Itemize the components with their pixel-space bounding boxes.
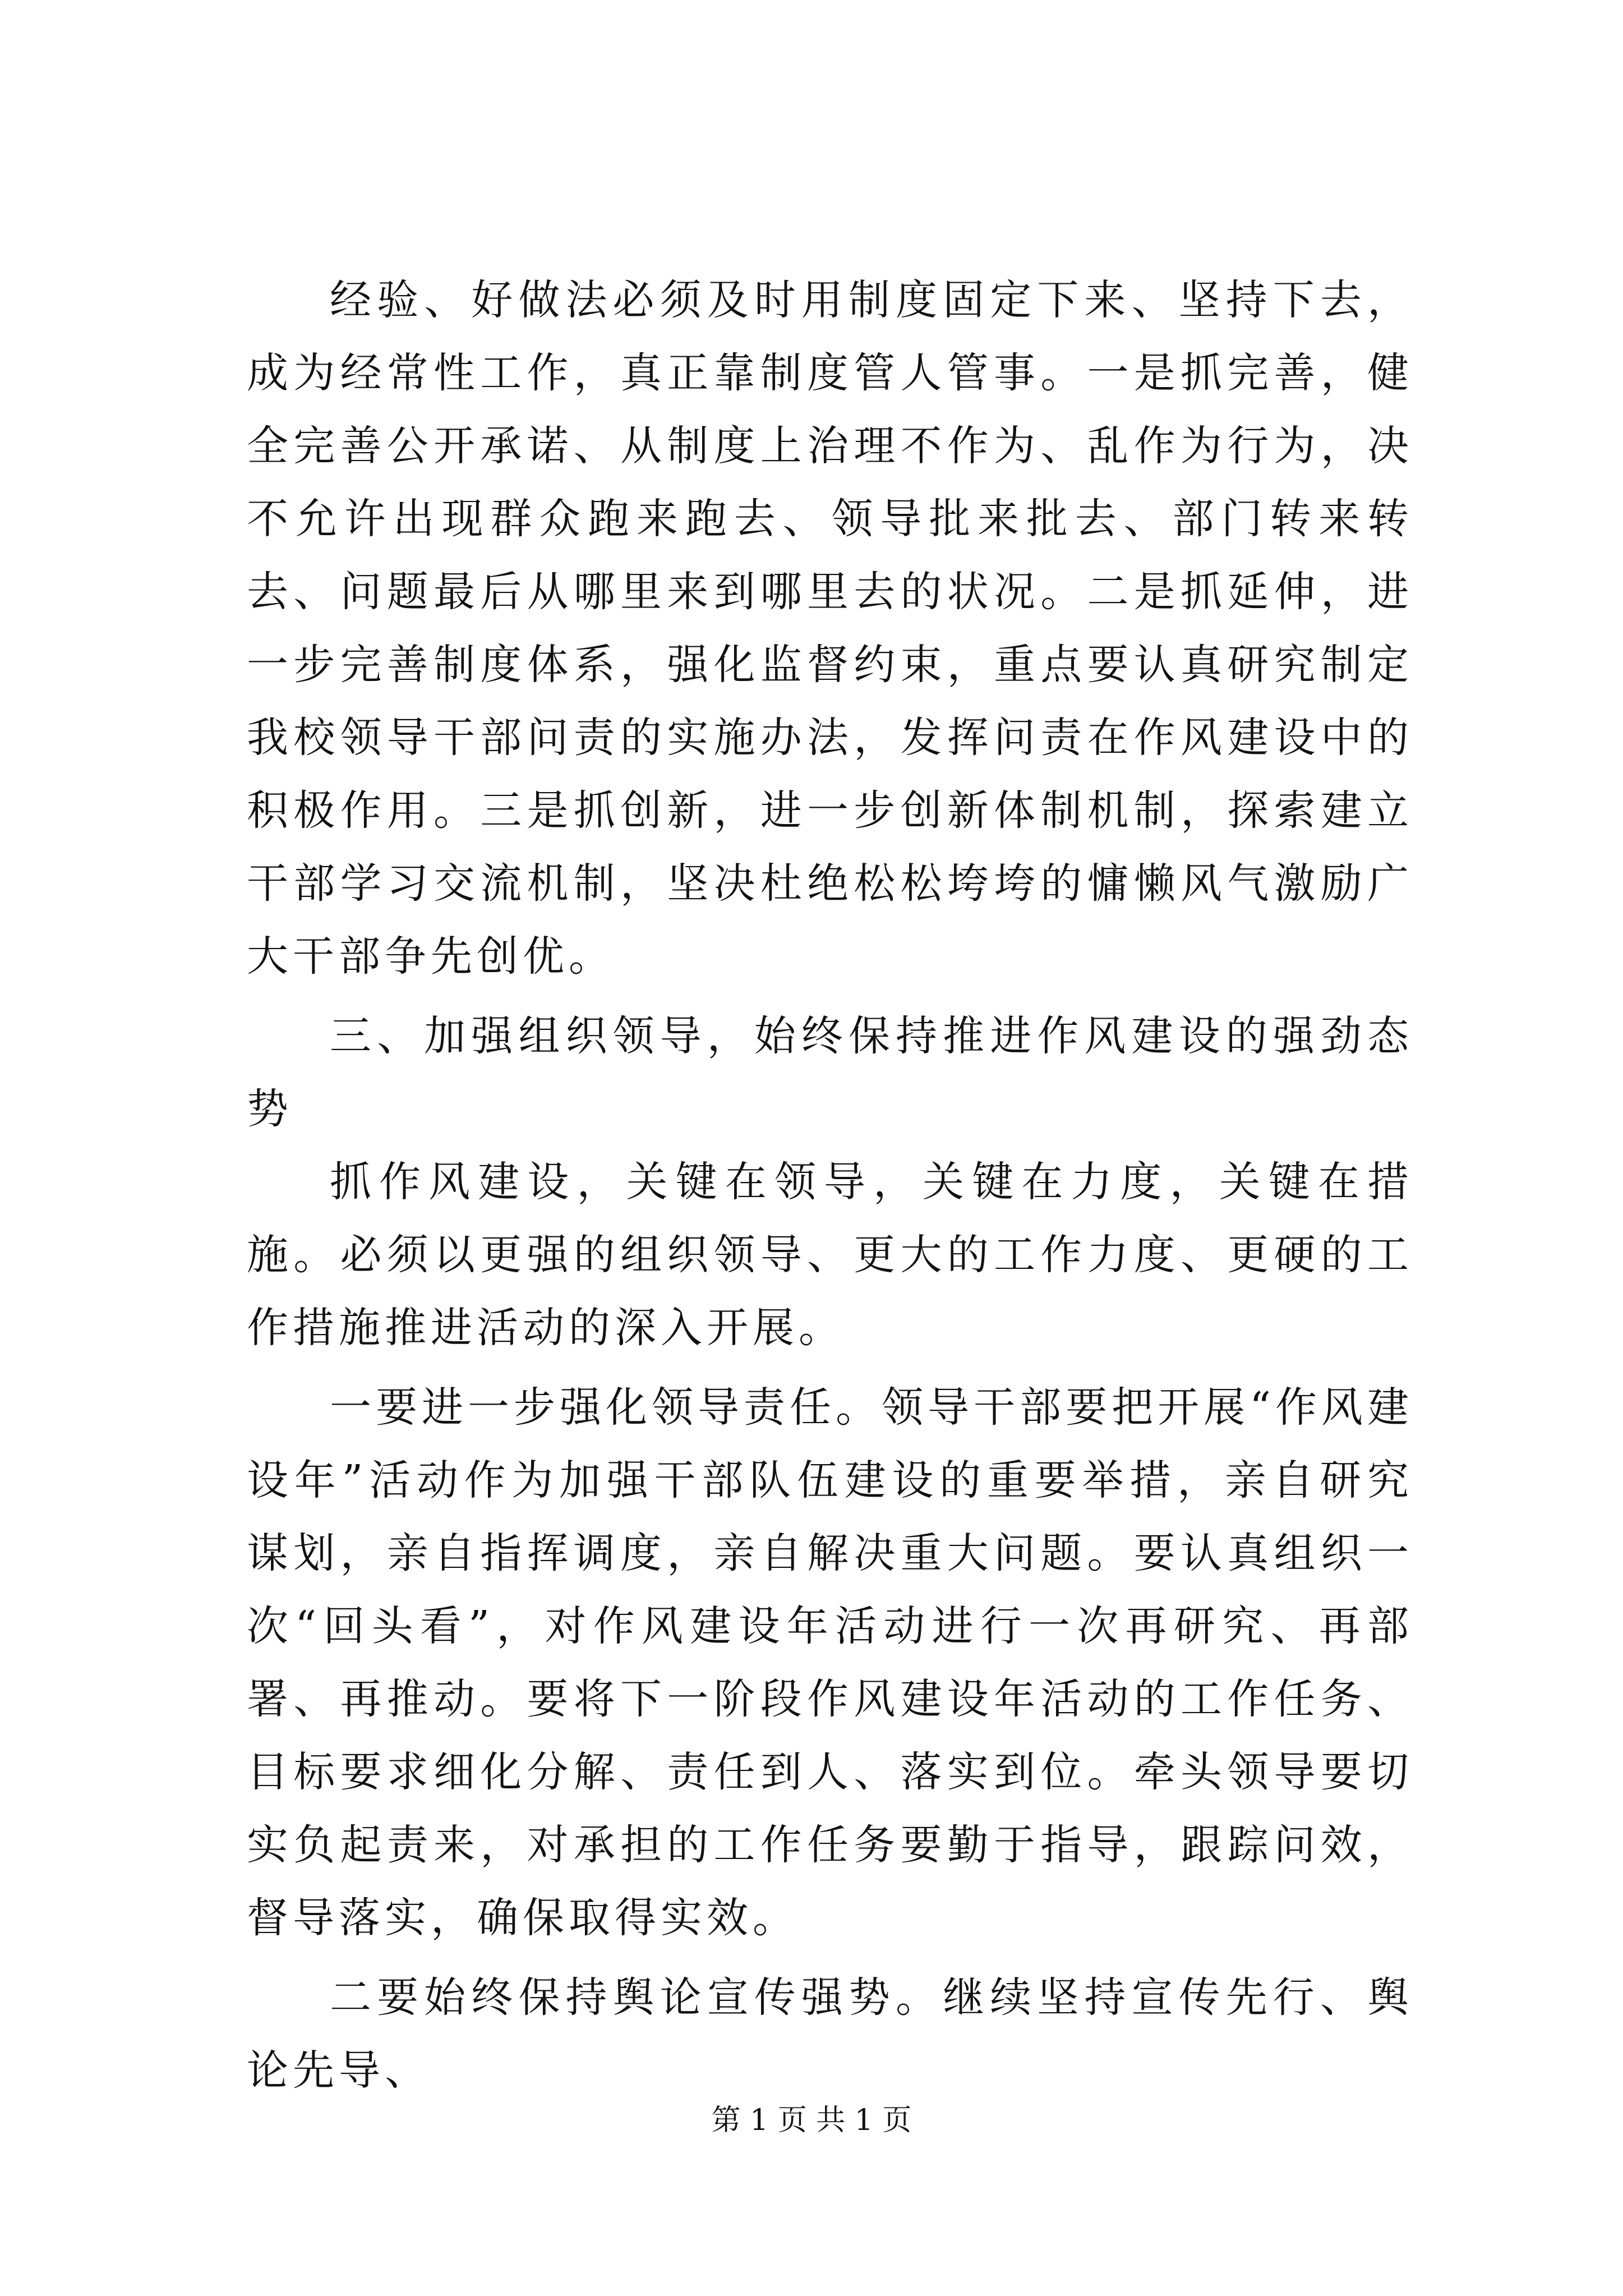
paragraph-key-leadership: 抓作风建设，关键在领导，关键在力度，关键在措施。必须以更强的组织领导、更大的工作力度、更硬的工作措施推进活动的深入开展。: [247, 1158, 1413, 1352]
section-heading-organization-leadership: 三、加强组织领导，始终保持推进作风建设的强劲态势: [247, 1012, 1413, 1133]
page-footer: 第 1 页 共 1 页: [711, 2104, 912, 2137]
paragraph-publicity: 二要始终保持舆论宣传强势。继续坚持宣传先行、舆论先导、: [247, 1973, 1413, 2095]
paragraph-institution-building: 经验、好做法必须及时用制度固定下来、坚持下去，成为经常性工作，真正靠制度管人管事。一是抓完善，健全完善公开承诺、从制度上治理不作为、乱作为行为，决不允许出现群众跑来跑去、领导批来批去、部门转来转去、问题最后从哪里来到哪里去的状况。二是抓延伸，进一步完善制度体系，强化监督约束，重点要认真研究制定我校领导干部问责的实施办法，发挥问责在作风建设中的积极作用。三是抓创新，进一步创新体制机制，探索建立干部学习交流机制，坚决杜绝松松垮垮的慵懒风气激励广大干部争先创优。: [247, 276, 1413, 981]
document-body: [247, 264, 1413, 2107]
paragraph-leadership-responsibility: 一要进一步强化领导责任。领导干部要把开展“作风建设年”活动作为加强干部队伍建设的重要举措，亲自研究谋划，亲自指挥调度，亲自解决重大问题。要认真组织一次“回头看”，对作风建设年活动进行一次再研究、再部署、再推动。要将下一阶段作风建设年活动的工作任务、目标要求细化分解、责任到人、落实到位。牵头领导要切实负起责来，对承担的工作任务要勤于指导，跟踪问效，督导落实，确保取得实效。: [247, 1383, 1413, 1942]
